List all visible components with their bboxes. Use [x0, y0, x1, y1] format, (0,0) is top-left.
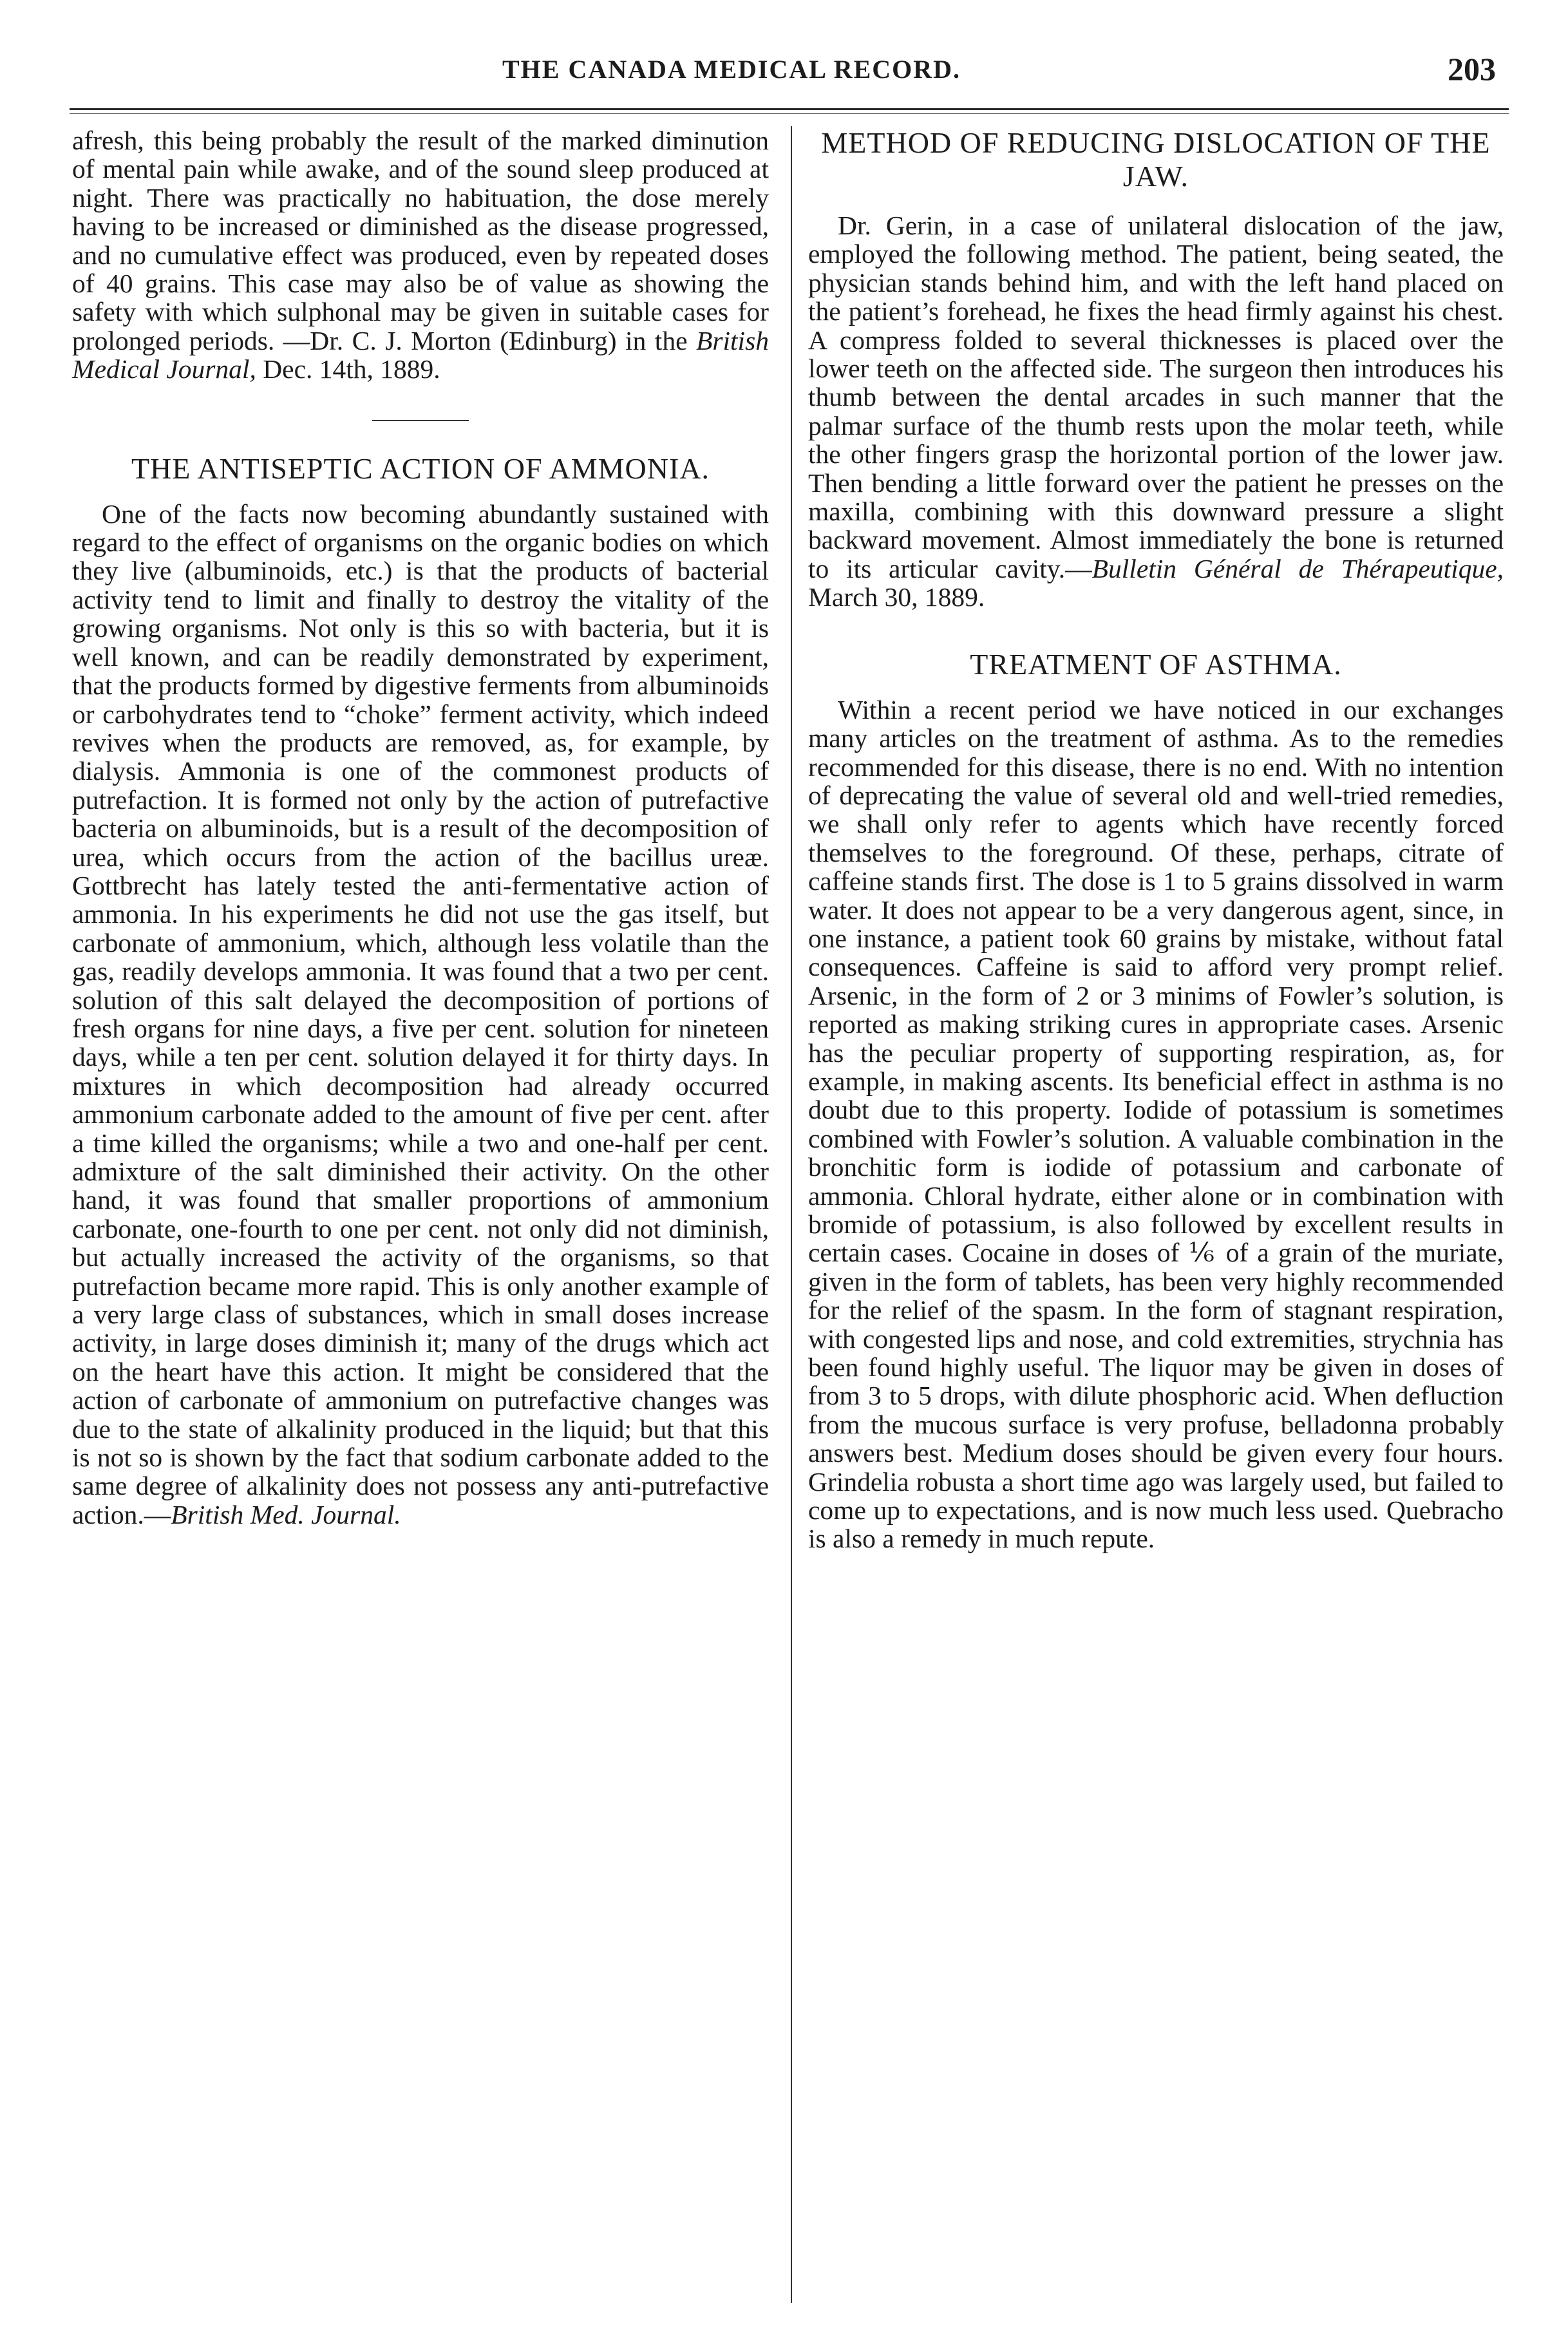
article-heading-jaw: METHOD OF REDUCING DISLOCATION OF THE JAW. — [821, 126, 1491, 193]
header-rule — [70, 108, 1509, 110]
section-rule — [372, 420, 469, 421]
continued-citation-date: Dec. 14th, 1889. — [256, 354, 440, 384]
right-column — [808, 126, 1504, 1553]
jaw-source: Bulletin Général de Thérapeutique, — [1091, 553, 1504, 583]
continued-citation-source: British Medical Journal, — [72, 325, 769, 384]
jaw-date: March 30, 1889. — [808, 582, 985, 612]
ammonia-body-text: One of the facts now becoming abundantly sustained with regard to the effect of organisms on the organic bodies on which they live (albuminoids, etc.) is that the products of bacterial activity tend to limit and finally to destroy the vitality of the growing organisms. Not only is this so with bacteria, but it is well known, and can be readily demonstrated by experiment, that the products formed by digestive ferments from albuminoids or carbohydrates tend to “choke” ferment activity, which indeed revives when the products are removed, as, for example, by dialysis. Ammonia is one of the commonest products of putrefaction. It is formed not only by the action of putrefactive bacteria on albuminoids, but is a result of the decomposition of urea, which occurs from the action of the bacillus ureæ. Gottbrecht has lately tested the anti-fermentative action of ammonia. In his experiments he did not use the gas itself, but carbonate of ammonium, which, although less volatile than the gas, readily develops ammonia. It was found that a two per cent. solution of this salt delayed the decomposition of portions of fresh organs for nine days, a five per cent. solution for nineteen days, while a ten per cent. solution delayed it for thirty days. In mixtures in which decomposition had already occurred ammonium carbonate added to the amount of five per cent. after a time killed the organisms; while a two and one-half per cent. admixture of the salt diminished their activity. On the other hand, it was found that smaller proportions of ammonium carbonate, one-fourth to one per cent. not only did not diminish, but actually increased the activity of the organisms, so that putrefaction became more rapid. This is only another example of a very large class of substances, which in small doses increase activity, in large doses diminish it; many of the drugs which act on the heart have this action. It might be considered that the action of carbonate of ammonium on putrefactive changes was due to the state of alkalinity produced in the liquid; but that this is not so is shown by the fact that sodium carbonate added to the same degree of alkalinity does not possess any anti-putrefactive action.— — [72, 498, 769, 1529]
column-divider — [791, 126, 792, 2303]
article-body-ammonia — [72, 500, 769, 1529]
article-body-asthma: Within a recent period we have noticed in our exchanges many articles on the treatment of asthma. As to the remedies recommended for this disease, there is no end. With no intention of deprecating the value of several old and well-tried remedies, we shall only refer to agents which have recently forced themselves to the foreground. Of these, perhaps, citrate of caffeine stands first. The dose is 1 to 5 grains dissolved in warm water. It does not appear to be a very dangerous agent, since, in one instance, a patient took 60 grains by mistake, without fatal consequences. Caffeine is said to afford very prompt relief. Arsenic, in the form of 2 or 3 minims of Fowler’s solution, is reported as making striking cures in appropriate cases. Arsenic has the peculiar property of supporting respiration, as, for example, in making ascents. Its beneficial effect in asthma is no doubt due to this property. Iodide of potassium is sometimes combined with Fowler’s solution. A valuable combination in the bronchitic form is iodide of potassium and carbonate of ammonia. Chloral hydrate, either alone or in combination with bromide of potassium, is also followed by excellent results in certain cases. Cocaine in doses of ⅙ of a grain of the muriate, given in the form of tablets, has been very highly recommended for the relief of the spasm. In the form of stagnant respiration, with congested lips and nose, and cold extremities, strychnia has been found highly useful. The liquor may be given in doses of from 3 to 5 drops, with dilute phosphoric acid. When defluction from the mucous surface is very profuse, belladonna probably answers best. Medium doses should be given every four hours. Grindelia robusta a short time ago was largely used, but failed to come up to expectations, and is now much less used. Quebracho is also a remedy in much repute. — [808, 694, 1504, 1554]
ammonia-source: British Med. Journal. — [171, 1499, 401, 1529]
page-number: 203 — [1448, 51, 1496, 87]
running-head — [0, 50, 1568, 102]
left-column — [72, 126, 769, 1529]
article-body-jaw — [808, 211, 1504, 612]
article-heading-asthma: TREATMENT OF ASTHMA. — [970, 647, 1342, 681]
continued-text: afresh, this being probably the result of the marked diminution of mental pain while awake, and of the sound sleep produced at night. There was practically no habituation, the dose merely having to be increased or diminished as the disease progressed, and no cumulative effect was produced, even by repeated doses of 40 grains. This case may also be of value as showing the safety with which sulphonal may be given in suitable cases for prolonged periods. —Dr. C. J. Morton (Edinburg) in the — [72, 126, 769, 355]
jaw-body-text: Dr. Gerin, in a case of unilateral dislocation of the jaw, employed the following method. The patient, being seated, the physician stands behind him, and with the left hand placed on the patient’s forehead, he fixes the head firmly against his chest. A compress folded to several thicknesses is placed over the lower teeth on the affected side. The surgeon then introduces his thumb between the dental arcades in such manner that the palmar surface of the thumb rests upon the molar teeth, while the other fingers grasp the horizontal portion of the lower jaw. Then bending a little forward over the patient he presses on the maxilla, combining with this downward pressure a slight backward movement. Almost immediately the bone is returned to its articular cavity.— — [808, 211, 1504, 583]
article-heading-ammonia: THE ANTISEPTIC ACTION OF AMMONIA. — [131, 451, 710, 485]
continued-article-paragraph — [72, 126, 769, 384]
header-rule-thin — [70, 113, 1509, 114]
journal-title: THE CANADA MEDICAL RECORD. — [502, 55, 961, 84]
